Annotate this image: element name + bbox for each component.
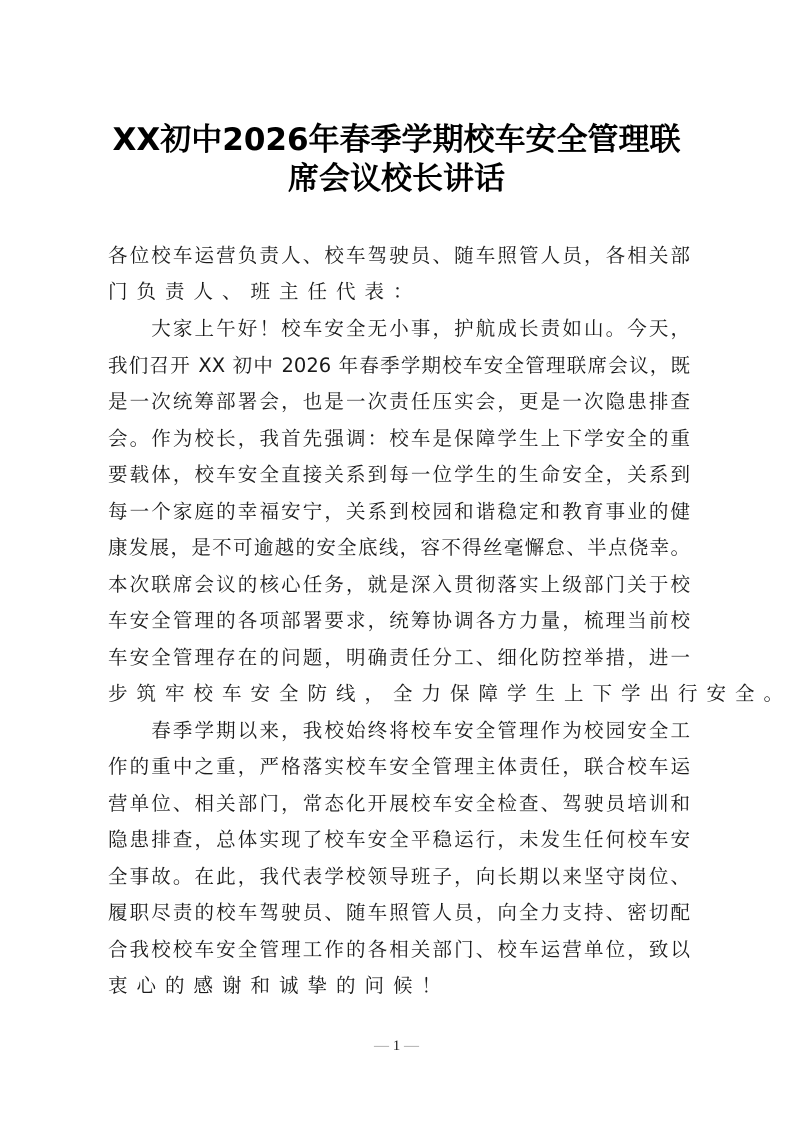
paragraph-2-line-3: 营单位、相关部门，常态化开展校车安全检查、驾驶员培训和 [108,792,690,815]
paragraph-1-line-9: 车安全管理的各项部署要求，统筹协调各方力量，梳理当前校 [108,609,690,632]
paragraph-1-line-10: 车安全管理存在的问题，明确责任分工、细化防控举措，进一 [108,646,690,669]
paragraph-1-line-2: 我们召开 XX 初中 2026 年春季学期校车安全管理联席会议，既 [108,354,690,377]
paragraph-1-line-11: 步筑牢校车安全防线，全力保障学生上下学出行安全。 [108,682,793,705]
page-number-footer [0,1038,793,1055]
paragraph-1-line-4: 会。作为校长，我首先强调：校车是保障学生上下学安全的重 [108,427,690,450]
paragraph-2-line-5: 全事故。在此，我代表学校领导班子，向长期以来坚守岗位、 [108,865,690,888]
salutation-line-2: 门负责人、班主任代表： [108,280,422,303]
paragraph-1-line-7: 康发展，是不可逾越的安全底线，容不得丝毫懈怠、半点侥幸。 [108,536,690,559]
paragraph-1-line-6: 每一个家庭的幸福安宁，关系到校园和谐稳定和教育事业的健 [108,500,690,523]
document-title-line-1: XX初中2026年春季学期校车安全管理联 [112,122,681,158]
paragraph-2-line-6: 履职尽责的校车驾驶员、随车照管人员，向全力支持、密切配 [108,901,690,924]
paragraph-1-line-5: 要载体，校车安全直接关系到每一位学生的生命安全，关系到 [108,463,690,486]
page-dash-left: — [374,1038,389,1054]
paragraph-2-line-8: 衷心的感谢和诚挚的问候！ [108,974,451,997]
paragraph-2-line-2: 作的重中之重，严格落实校车安全管理主体责任，联合校车运 [108,755,690,778]
paragraph-1-line-3: 是一次统筹部署会，也是一次责任压实会，更是一次隐患排查 [108,390,690,413]
document-title-line-2: 席会议校长讲话 [288,161,505,197]
paragraph-2-line-7: 合我校校车安全管理工作的各相关部门、校车运营单位，致以 [108,938,690,961]
paragraph-2-line-4: 隐患排查，总体实现了校车安全平稳运行，未发生任何校车安 [108,828,690,851]
paragraph-1-line-8: 本次联席会议的核心任务，就是深入贯彻落实上级部门关于校 [108,573,690,596]
page-dash-right: — [404,1038,419,1054]
salutation-line-1: 各位校车运营负责人、校车驾驶员、随车照管人员，各相关部 [108,244,690,267]
page-number: 1 [392,1038,401,1054]
paragraph-1-line-1: 大家上午好！校车安全无小事，护航成长责如山。今天， [108,317,690,340]
paragraph-2-line-1: 春季学期以来，我校始终将校车安全管理作为校园安全工 [108,719,690,742]
